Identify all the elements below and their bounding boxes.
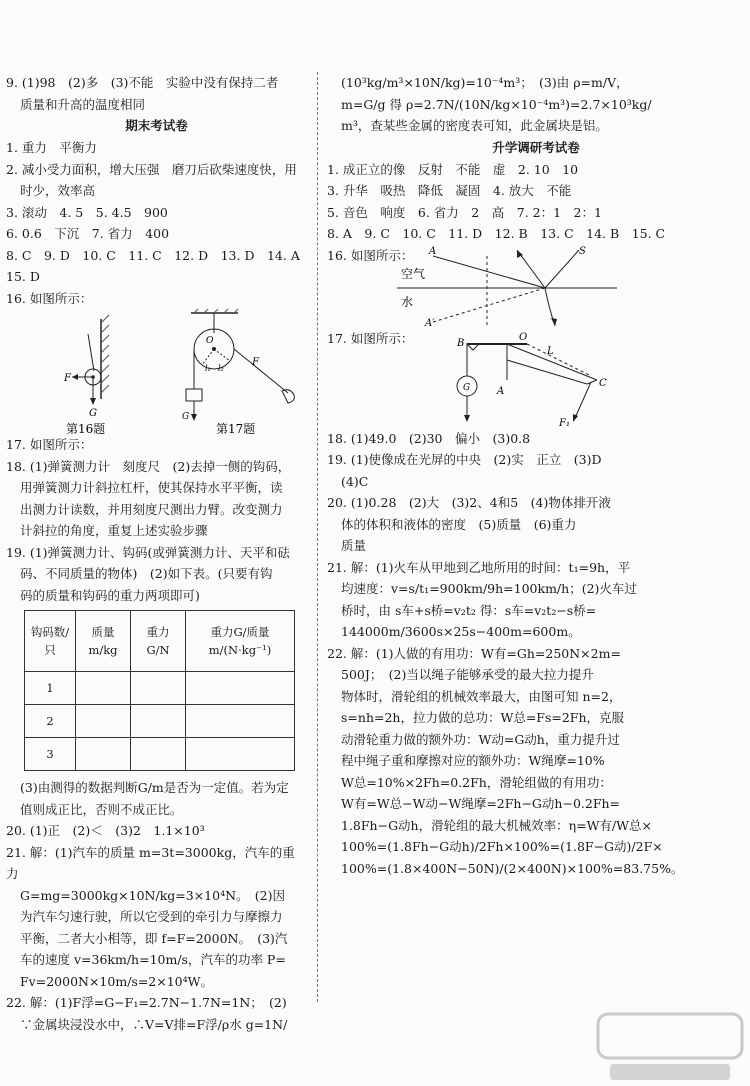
answer-line: W有=W总−W动−W绳摩=2Fh−G动h−0.2Fh= <box>341 796 621 811</box>
answer-line: 500J； (2)当以绳子能够承受的最大拉力提升 <box>341 667 594 682</box>
water-label: 水 <box>401 295 414 309</box>
fig17-diagram <box>182 309 294 434</box>
table-header: 钩码数/只 <box>25 611 76 672</box>
answer-line: 体的体积和液体的密度 (5)质量 (6)重力 <box>341 516 577 532</box>
answer-line: 20. (1)0.28 (2)大 (3)2、4和5 (4)物体排开液 <box>327 495 611 510</box>
air-label: 空气 <box>401 267 426 281</box>
answer-line: G=mg=3000kg×10N/kg=3×10⁴N。 (2)因 <box>20 887 285 903</box>
answer-line: 8. C 9. D 10. C 11. C 12. D 13. D 14. A 15. D <box>6 247 313 284</box>
label-f1: F₁ <box>559 417 570 428</box>
answer-line: 9. (1)98 (2)多 (3)不能 实验中没有保持二者 <box>6 75 279 90</box>
answer-line: 为汽车匀速行驶，所以它受到的牵引力与摩擦力 <box>20 909 283 924</box>
answer-line: 动滑轮重力做的额外功：W动=G动h，重力提升过 <box>341 731 620 747</box>
answer-line: 均速度：v=s/t₁=900km/9h=100km/h；(2)火车过 <box>341 581 637 596</box>
figures-16-17 <box>6 309 306 434</box>
fig16-diagram <box>63 315 109 434</box>
answer-line: 6. 0.6 下沉 7. 省力 400 <box>6 226 170 241</box>
table-cell: 3 <box>25 738 76 771</box>
answer-line: 车的速度 v=36km/h=10m/s，汽车的功率 P= <box>20 952 286 967</box>
column-divider <box>317 72 318 1002</box>
fig16-caption: 第16题 <box>66 422 106 434</box>
answer-line: 2. 减小受力面积，增大压强 磨刀后砍柴速度快，用 <box>6 161 297 177</box>
svg-text:G: G <box>89 408 97 419</box>
answer-line: 16. 如图所示： <box>327 247 414 263</box>
answer-line: m=G/g 得 ρ=2.7N/(10N/kg×10⁻⁴m³)=2.7×10³kg/ <box>341 96 652 112</box>
answer-line: 18. (1)49.0 (2)30 偏小 (3)0.8 <box>327 430 531 446</box>
table-row <box>25 705 295 738</box>
answer-line: 22. 解：(1)人做的有用功：W有=Gh=250N×2m= <box>327 645 621 661</box>
table-row <box>25 738 295 771</box>
answer-line: 码的质量和钩码的重力两项即可) <box>20 587 200 603</box>
answer-line: s=nh=2h，拉力做的总功：W总=Fs=2Fh，克服 <box>341 710 625 725</box>
answer-line: 21. 解：(1)火车从甲地到乙地所用的时间：t₁=9h，平 <box>327 559 631 575</box>
lever-diagram <box>387 330 687 428</box>
answer-line: ∵金属块浸没水中，∴V=V排=F浮/ρ水 g=1N/ <box>20 1016 288 1032</box>
answer-line: 16. 如图所示： <box>6 290 93 306</box>
answer-line: 21. 解：(1)汽车的质量 m=3t=3000kg，汽车的重力 <box>6 844 295 881</box>
answer-line: 19. (1)弹簧测力计、钩码(或弹簧测力计、天平和砝 <box>6 544 290 560</box>
label-b: B <box>457 337 465 349</box>
answer-line: (3)由测得的数据判断G/m是否为一定值。若为定 <box>20 780 289 795</box>
answer-line: 20. (1)正 (2)＜ (3)2 1.1×10³ <box>6 823 205 838</box>
label-g: G <box>463 382 471 393</box>
answer-line: 值则成正比，否则不成正比。 <box>20 801 183 817</box>
table-header: 重力G/质量m/(N·kg⁻¹) <box>186 611 295 672</box>
answer-line: (4)C <box>341 473 369 489</box>
answer-line: 出测力计读数，并用刻度尺测出力臂。改变测力 <box>20 501 283 517</box>
answer-line: 用弹簧测力计斜拉杠杆，使其保持水平平衡，读 <box>20 480 283 495</box>
label-o: O <box>519 331 528 343</box>
refraction-diagram <box>387 246 687 328</box>
table-header-row <box>25 611 295 672</box>
answer-line: 100%=(1.8×400N−50N)/(2×400N)×100%=83.75%。 <box>341 860 684 876</box>
answer-line: 17. 如图所示： <box>327 331 414 346</box>
answer-line: 平衡，二者大小相等，即 f=F=2000N。 (3)汽 <box>20 930 288 946</box>
answer-line: 1. 成正立的像 反射 不能 虚 2. 10 10 <box>327 161 579 177</box>
answer-line: Fv=2000N×10m/s=2×10⁴W。 <box>20 973 213 989</box>
label-l: L <box>547 345 554 357</box>
answer-line: 144000m/3600s×25s−400m=600m。 <box>341 624 581 639</box>
table-cell: 1 <box>25 672 76 705</box>
answer-line: 物体时，滑轮组的机械效率最大，由图可知 n=2， <box>341 688 622 704</box>
svg-text:O: O <box>206 336 214 346</box>
answer-line: 100%=(1.8Fh−G动h)/2Fh×100%=(1.8F−G动)/2F× <box>341 839 663 854</box>
section-title-entrance: 升学调研考试卷 <box>492 139 580 155</box>
answer-line: 19. (1)使像成在光屏的中央 (2)实 正立 (3)D <box>327 452 602 467</box>
left-column <box>6 72 313 1035</box>
answer-line: 22. 解：(1)F浮=G−F₁=2.7N−1.7N=1N； (2) <box>6 995 287 1010</box>
answer-line: 码、不同质量的物体) (2)如下表。(只要有钩 <box>20 566 273 581</box>
right-column <box>327 72 745 879</box>
answer-line: 3. 滚动 4. 5 5. 4.5 900 <box>6 204 168 220</box>
answer-line: (10³kg/m³×10N/kg)=10⁻⁴m³； (3)由 ρ=m/V， <box>341 75 629 90</box>
section-title-final: 期末考试卷 <box>125 118 188 133</box>
table-row <box>25 672 295 705</box>
answer-line: 5. 音色 响度 6. 省力 2 高 7. 2：1 2：1 <box>327 204 602 220</box>
answer-line: 17. 如图所示： <box>6 437 93 452</box>
answer-line: 计斜拉的角度，重复上述实验步骤 <box>20 523 208 538</box>
svg-text:G: G <box>182 412 190 422</box>
data-table <box>24 610 295 771</box>
table-header: 质量m/kg <box>76 611 131 672</box>
fig17-caption: 第17题 <box>216 422 256 434</box>
label-a: A <box>497 385 505 397</box>
point-s-label: S <box>579 246 586 257</box>
point-a-label: A <box>429 246 437 257</box>
svg-text:F: F <box>252 357 259 368</box>
answer-line: 质量和升高的温度相同 <box>20 96 146 112</box>
svg-text:F: F <box>64 373 71 384</box>
watermark-logo <box>590 1006 750 1086</box>
answer-line: 18. (1)弹簧测力计 刻度尺 (2)去掉一侧的钩码， <box>6 458 291 474</box>
answer-line: 1. 重力 平衡力 <box>6 140 97 155</box>
answer-line: W总=10%×2Fh=0.2Fh，滑轮组做的有用功： <box>341 774 612 790</box>
answer-line: 8. A 9. C 10. C 11. D 12. B 13. C 14. B 15. C <box>327 226 666 241</box>
answer-line: 质量 <box>341 538 367 553</box>
label-c: C <box>599 377 607 389</box>
table-cell: 2 <box>25 705 76 738</box>
answer-line: 程中绳子重和摩擦对应的额外功：W绳摩=10% <box>341 753 605 768</box>
answer-line: m³，查某些金属的密度表可知，此金属块是铝。 <box>341 118 608 133</box>
svg-text:l₁: l₁ <box>205 364 211 373</box>
answer-line: 时少，效率高 <box>20 183 96 198</box>
image-a-label: A′ <box>425 318 435 328</box>
svg-text:l₂: l₂ <box>218 364 224 373</box>
answer-line: 3. 升华 吸热 降低 凝固 4. 放大 不能 <box>327 183 572 198</box>
answer-line: 1.8Fh−G动h，滑轮组的最大机械效率：η=W有/W总× <box>341 817 652 833</box>
table-header: 重力G/N <box>131 611 186 672</box>
answer-line: 桥时，由 s车+s桥=v₂t₂ 得：s车=v₂t₂−s桥= <box>341 602 597 618</box>
